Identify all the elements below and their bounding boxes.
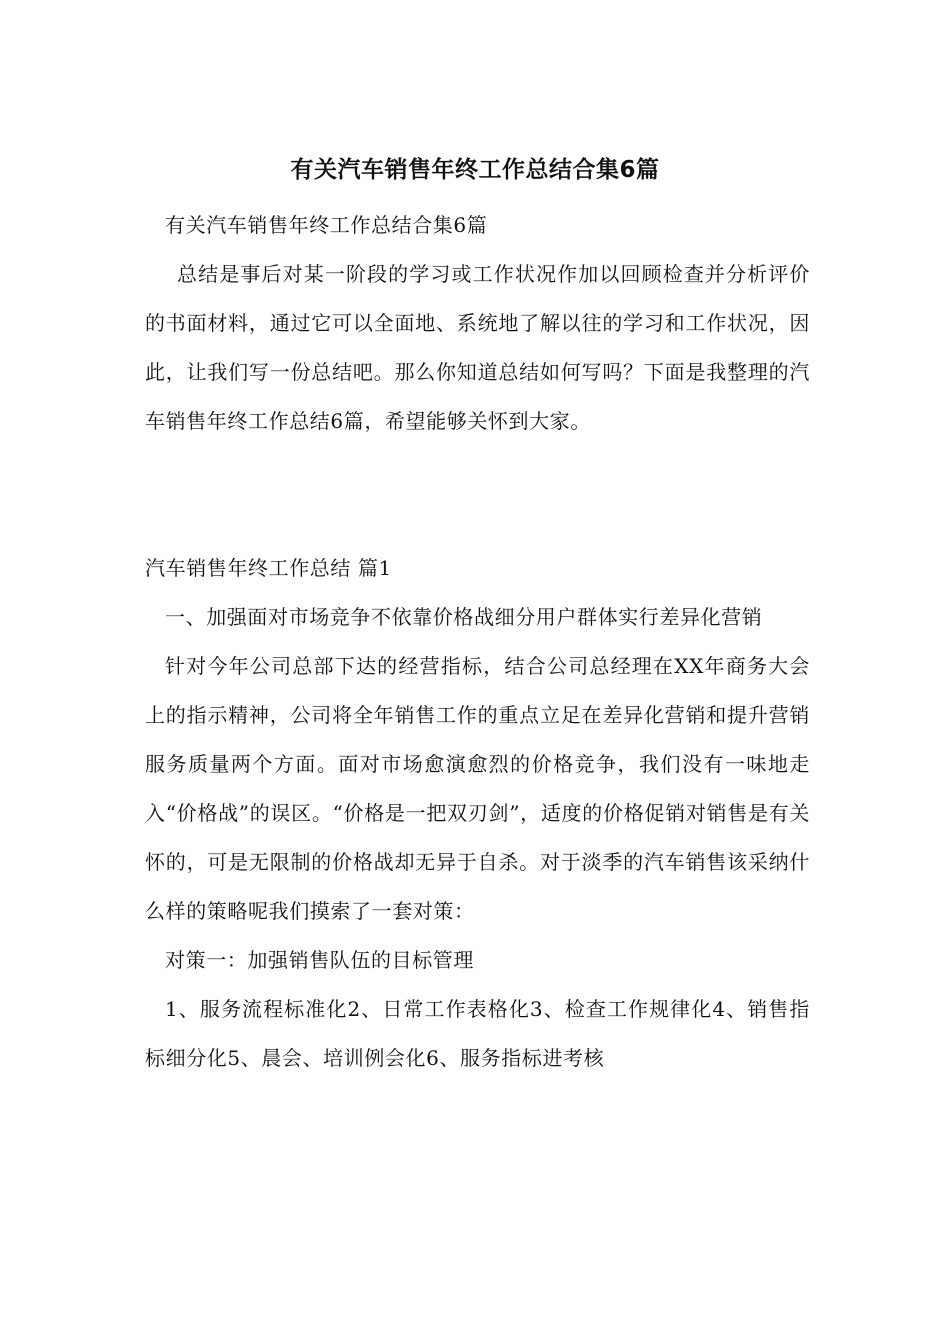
body-paragraph: 针对今年公司总部下达的经营指标，结合公司总经理在XX年商务大会上的指示精神，公司将全年销售工作的重点立足在差异化营销和提升营销服务质量两个方面。面对市场愈演愈烈的价格竞争，我们没有一味地走入“价格战”的误区。“价格是一把双刃剑”，适度的价格促销对销售是有关怀的，可是无限制的价格战却无异于自杀。对于淡季的汽车销售该采纳什么样的策略呢我们摸索了一套对策： xyxy=(145,654,810,923)
subtitle: 有关汽车销售年终工作总结合集6篇 xyxy=(165,213,488,237)
point-heading: 一、加强面对市场竞争不依靠价格战细分用户群体实行差异化营销 xyxy=(165,605,763,629)
spacer xyxy=(145,446,810,544)
strategy-heading: 对策一：加强销售队伍的目标管理 xyxy=(165,948,474,972)
strategy-list: 1、服务流程标准化2、日常工作表格化3、检查工作规律化4、销售指标细分化5、晨会、培训例会化6、服务指标进考核 xyxy=(145,997,810,1070)
document-body xyxy=(145,201,810,1083)
section-heading: 汽车销售年终工作总结 篇1 xyxy=(145,556,392,580)
document-title: 有关汽车销售年终工作总结合集6篇 xyxy=(290,157,660,183)
intro-paragraph: 总结是事后对某一阶段的学习或工作状况作加以回顾检查并分析评价的书面材料，通过它可以全面地、系统地了解以往的学习和工作状况，因此，让我们写一份总结吧。那么你知道总结如何写吗？下面是我整理的汽车销售年终工作总结6篇，希望能够关怀到大家。 xyxy=(145,262,810,433)
